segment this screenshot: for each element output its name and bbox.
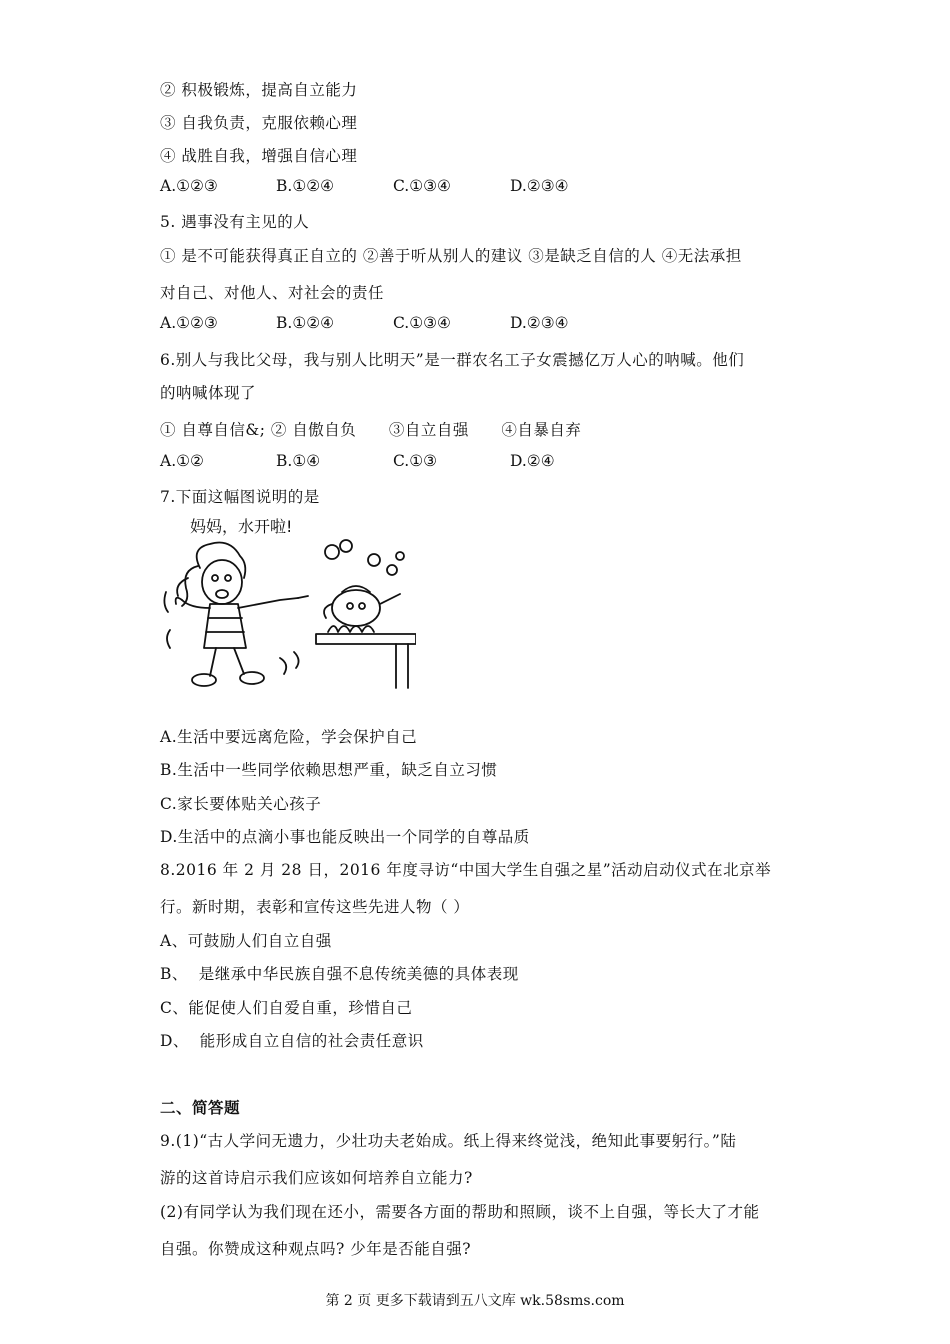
q8-option-d: D、 能形成自立自信的社会责任意识 xyxy=(160,1032,424,1050)
q8-stem-line2: 行。新时期，表彰和宣传这些先进人物（ ） xyxy=(160,898,470,916)
q6-option-a: A.①② xyxy=(160,452,204,470)
q4-option-a: A.①②③ xyxy=(160,177,218,195)
girl-drawing xyxy=(164,543,308,687)
q7-stem: 7.下面这幅图说明的是 xyxy=(160,488,320,506)
q8-option-c: C、能促使人们自爱自重，珍惜自己 xyxy=(160,999,413,1017)
q6-option-d: D.②④ xyxy=(510,452,555,470)
q5-option-c: C.①③④ xyxy=(393,314,451,332)
q9-part2-line1: (2)有同学认为我们现在还小，需要各方面的帮助和照顾，谈不上自强，等长大了才能 xyxy=(160,1203,760,1221)
page-footer: 第 2 页 更多下载请到五八文库 wk.58sms.com xyxy=(325,1293,625,1309)
cartoon-caption: 妈妈，水开啦! xyxy=(190,517,293,536)
q4-option-c: C.①③④ xyxy=(393,177,451,195)
q5-stem: 5. 遇事没有主见的人 xyxy=(160,213,310,231)
q4-option-b: B.①②④ xyxy=(276,177,335,195)
cartoon-illustration xyxy=(160,508,416,704)
kettle-drawing xyxy=(316,540,416,688)
q5-items-line1: ① 是不可能获得真正自立的 ②善于听从别人的建议 ③是缺乏自信的人 ④无法承担 xyxy=(160,247,742,265)
q9-part1-line1: 9.(1)“古人学问无遗力，少壮功夫老始成。纸上得来终觉浅，绝知此事要躬行。”陆 xyxy=(160,1132,737,1150)
q4-item-4: ④ 战胜自我，增强自信心理 xyxy=(160,147,358,165)
q6-option-b: B.①④ xyxy=(276,452,321,470)
q7-option-d: D.生活中的点滴小事也能反映出一个同学的自尊品质 xyxy=(160,828,530,846)
q5-option-b: B.①②④ xyxy=(276,314,335,332)
q9-part2-line2: 自强。你赞成这种观点吗? 少年是否能自强? xyxy=(160,1240,472,1258)
q8-option-b: B、 是继承中华民族自强不息传统美德的具体表现 xyxy=(160,965,519,983)
q4-item-3: ③ 自我负责，克服依赖心理 xyxy=(160,114,358,132)
q4-option-d: D.②③④ xyxy=(510,177,569,195)
q7-option-c: C.家长要体贴关心孩子 xyxy=(160,795,322,813)
section-heading: 二、简答题 xyxy=(160,1098,241,1117)
q5-option-a: A.①②③ xyxy=(160,314,218,332)
q5-option-d: D.②③④ xyxy=(510,314,569,332)
q8-stem-line1: 8.2016 年 2 月 28 日，2016 年度寻访“中国大学生自强之星”活动启动仪式在北京举 xyxy=(160,861,772,879)
q5-items-line2: 对自己、对他人、对社会的责任 xyxy=(160,284,385,302)
q9-part1-line2: 游的这首诗启示我们应该如何培养自立能力? xyxy=(160,1169,473,1187)
q6-option-c: C.①③ xyxy=(393,452,438,470)
q6-items: ① 自尊自信&; ② 自傲自负 ③自立自强 ④自暴自弃 xyxy=(160,421,582,439)
q7-option-b: B.生活中一些同学依赖思想严重，缺乏自立习惯 xyxy=(160,761,498,779)
q4-item-2: ② 积极锻炼，提高自立能力 xyxy=(160,81,358,99)
q7-cartoon-figure xyxy=(160,508,416,704)
q7-option-a: A.生活中要远离危险，学会保护自己 xyxy=(160,728,418,746)
q6-stem-line1: 6.别人与我比父母，我与别人比明天”是一群农名工子女震撼亿万人心的呐喊。他们 xyxy=(160,351,745,369)
q8-option-a: A、可鼓励人们自立自强 xyxy=(160,932,332,950)
q6-stem-line2: 的呐喊体现了 xyxy=(160,384,257,402)
